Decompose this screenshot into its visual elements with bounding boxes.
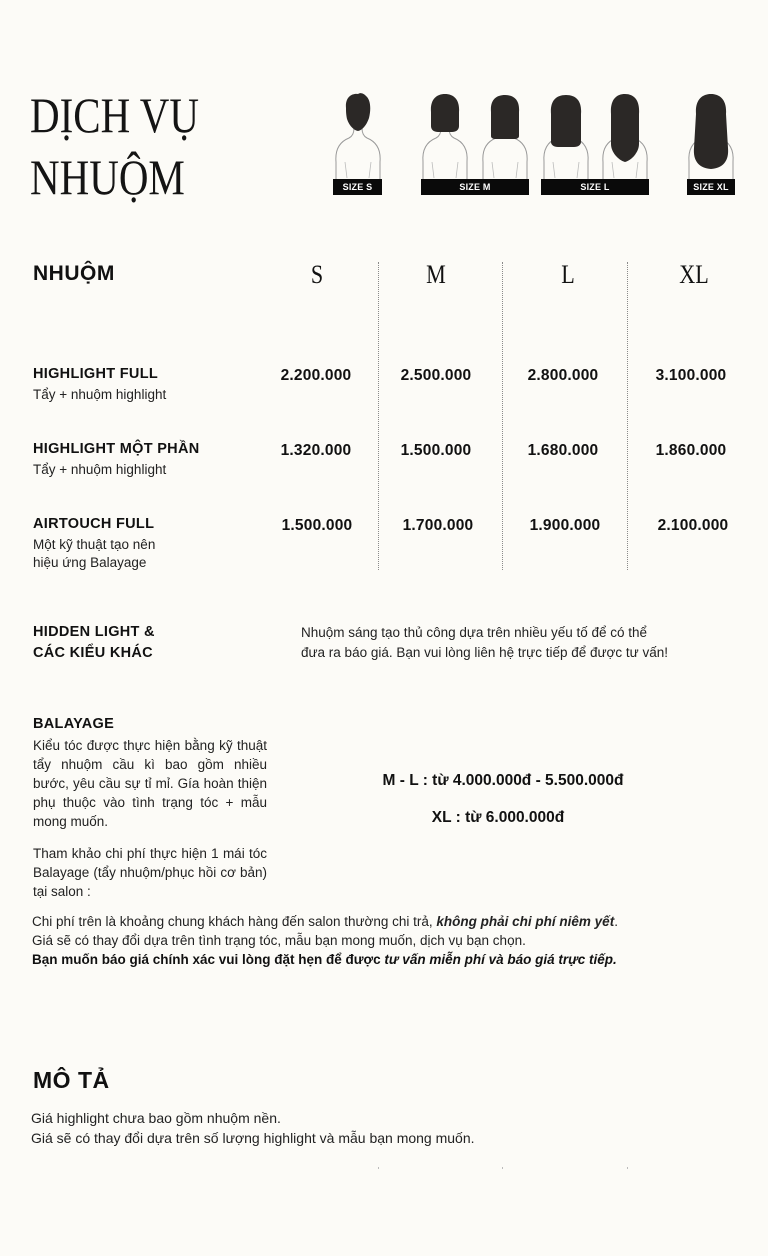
title-line-2: NHUỘM <box>30 149 185 205</box>
divider-dot <box>627 1167 628 1169</box>
price-xl: 3.100.000 <box>655 367 727 384</box>
title-line-1: DỊCH VỤ <box>30 87 199 143</box>
short-hair-figure-icon <box>333 92 383 182</box>
balayage-reference: Tham khảo chi phí thực hiện 1 mái tóc Balayage (tẩy nhuộm/phục hồi cơ bản) tại salon : <box>33 846 267 899</box>
price-s: 1.320.000 <box>280 442 352 459</box>
hidden-light-title <box>33 622 155 664</box>
price-s: 1.500.000 <box>281 517 353 534</box>
service-description: Tẩy + nhuộm highlight <box>33 462 167 477</box>
hidden-light-title-line-2: CÁC KIỂU KHÁC <box>33 645 153 661</box>
page-title <box>30 86 199 206</box>
price-m: 1.500.000 <box>400 442 472 459</box>
service-description-line-1: Một kỹ thuật tạo nên <box>33 537 156 552</box>
price-m: 2.500.000 <box>400 367 472 384</box>
service-name: AIRTOUCH FULL <box>33 516 155 532</box>
price-l: 1.680.000 <box>527 442 599 459</box>
figure-size-m-shoulder <box>480 92 530 182</box>
price-xl: 2.100.000 <box>657 517 729 534</box>
price-m: 1.700.000 <box>402 517 474 534</box>
size-label-xl: SIZE XL <box>687 179 735 195</box>
service-name: HIGHLIGHT MỘT PHẦN <box>33 441 200 457</box>
price-xl: 1.860.000 <box>655 442 727 459</box>
service-description: Tẩy + nhuộm highlight <box>33 387 167 402</box>
size-label-l: SIZE L <box>541 179 649 195</box>
description-line-1: Giá highlight chưa bao gồm nhuộm nền. <box>31 1110 281 1126</box>
note-bold-italic-text: tư vấn miễn phí và báo giá trực tiếp. <box>384 952 617 967</box>
service-name: HIGHLIGHT FULL <box>33 366 159 382</box>
figure-size-s <box>333 92 383 182</box>
column-divider <box>378 262 379 570</box>
note-line-2: Giá sẽ có thay đổi dựa trên tình trạng tóc, mẫu bạn mong muốn, dịch vụ bạn chọn. <box>32 933 526 948</box>
figure-size-xl <box>686 92 736 182</box>
note-line-1 <box>32 912 752 931</box>
balayage-price-xl: XL : từ 6.000.000đ <box>431 809 565 826</box>
divider-dot <box>378 1167 379 1169</box>
note-line-3 <box>32 950 752 969</box>
column-header-m: M <box>426 260 446 289</box>
column-header-xl: XL <box>679 260 709 289</box>
note-text: Chi phí trên là khoảng chung khách hàng đến salon thường chi trả, <box>32 914 437 929</box>
bob-hair-figure-icon <box>420 92 470 182</box>
below-shoulder-hair-figure-icon <box>541 92 591 182</box>
note-emphasis: không phải chi phí niêm yết <box>436 914 615 929</box>
price-l: 1.900.000 <box>529 517 601 534</box>
long-hair-figure-icon <box>686 92 736 182</box>
column-header-l: L <box>561 260 575 289</box>
size-label-s: SIZE S <box>333 179 382 195</box>
column-divider <box>627 262 628 570</box>
note-text: . <box>614 914 618 929</box>
divider-dot <box>502 1167 503 1169</box>
figure-size-l-midback <box>600 92 650 182</box>
figure-size-l-below <box>541 92 591 182</box>
figure-size-m-bob <box>420 92 470 182</box>
hidden-light-description <box>301 623 721 663</box>
price-s: 2.200.000 <box>280 367 352 384</box>
column-divider <box>502 262 503 570</box>
balayage-description: Kiểu tóc được thực hiện bằng kỹ thuật tẩy nhuộm cầu kì bao gồm nhiều bước, yêu cầu sự tỉ mỉ. Gía hoàn thiện phụ thuộc vào tình trạng tóc + mẫu mong muốn. <box>33 738 267 829</box>
pricing-notes <box>32 912 752 969</box>
size-label-m: SIZE M <box>421 179 529 195</box>
mid-back-hair-figure-icon <box>600 92 650 182</box>
description-title: MÔ TẢ <box>33 1067 110 1093</box>
note-bold-text: Bạn muốn báo giá chính xác vui lòng đặt hẹn để được <box>32 952 385 967</box>
hidden-light-description-line-2: đưa ra báo giá. Bạn vui lòng liên hệ trực tiếp để được tư vấn! <box>301 645 668 660</box>
shoulder-hair-figure-icon <box>480 92 530 182</box>
price-l: 2.800.000 <box>527 367 599 384</box>
balayage-title: BALAYAGE <box>33 716 115 732</box>
hidden-light-description-line-1: Nhuộm sáng tạo thủ công dựa trên nhiều yếu tố để có thể <box>301 625 648 640</box>
description-line-2: Giá sẽ có thay đổi dựa trên số lượng highlight và mẫu bạn mong muốn. <box>31 1130 475 1146</box>
column-header-s: S <box>310 260 324 289</box>
description-text <box>31 1108 475 1148</box>
hidden-light-title-line-1: HIDDEN LIGHT & <box>33 624 155 640</box>
balayage-price-m-l: M - L : từ 4.000.000đ - 5.500.000đ <box>382 772 624 789</box>
service-description-line-2: hiệu ứng Balayage <box>33 555 147 570</box>
table-heading: NHUỘM <box>33 262 115 285</box>
